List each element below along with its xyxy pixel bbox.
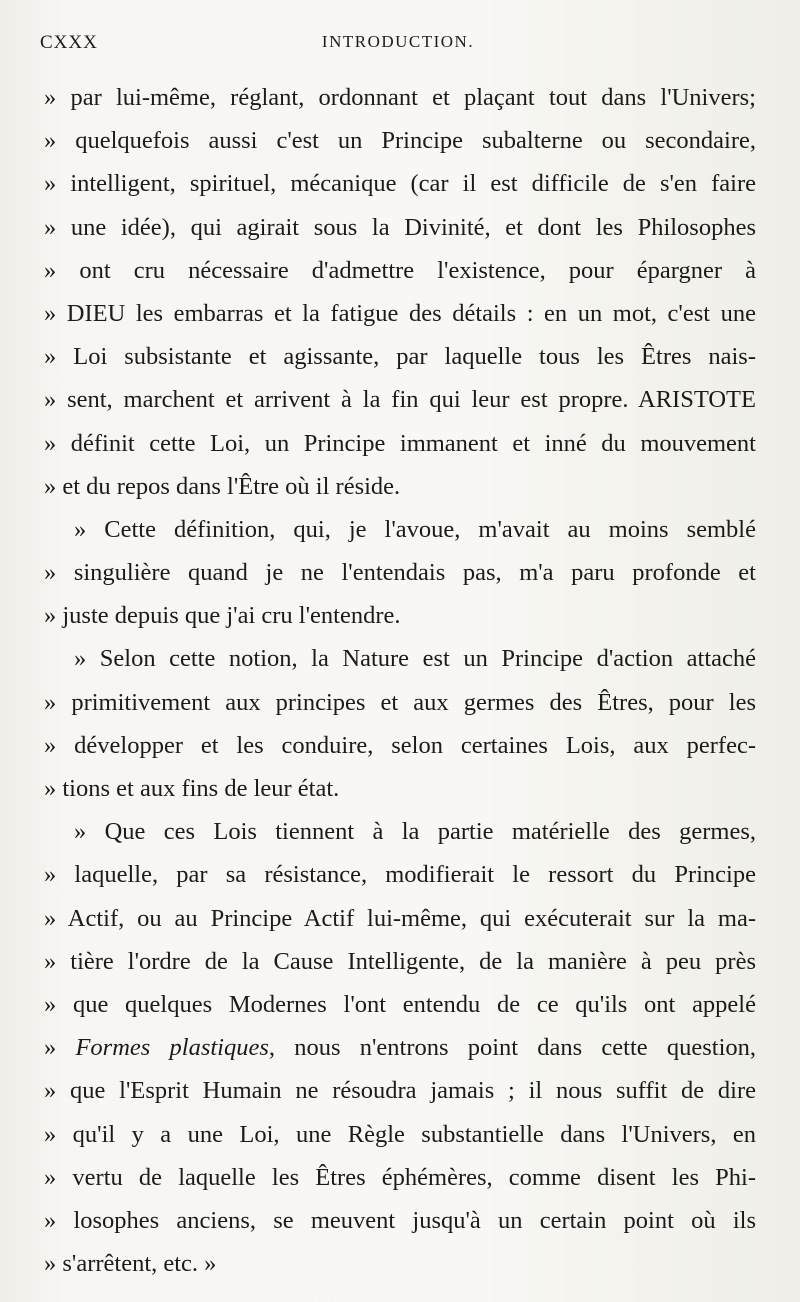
- text-line: » singulière quand je ne l'entendais pas, m'a paru profonde et: [44, 559, 756, 587]
- text-line: » une idée), qui agirait sous la Divinité, et dont les Philosophes: [44, 213, 756, 241]
- text-line: » par lui-même, réglant, ordonnant et plaçant tout dans l'Univers;: [44, 84, 756, 111]
- text-line: » ont cru nécessaire d'admettre l'existence, pour épargner à: [44, 256, 756, 284]
- text-line: » tions et aux fins de leur état.: [44, 775, 340, 802]
- text-line: » primitivement aux principes et aux germes des Êtres, pour les: [44, 688, 756, 716]
- text-line: » que l'Esprit Humain ne résoudra jamais ; il nous suffit de dire: [44, 1077, 756, 1105]
- text-line: » vertu de laquelle les Êtres éphémères, comme disent les Phi-: [44, 1163, 756, 1191]
- page-header: [40, 30, 756, 60]
- text-line: » Cette définition, qui, je l'avoue, m'avait au moins semblé: [74, 515, 756, 543]
- text-line: » que quelques Modernes l'ont entendu de ce qu'ils ont appelé: [44, 990, 756, 1018]
- text-line: » Selon cette notion, la Nature est un Principe d'action attaché: [74, 645, 756, 673]
- text-line: » Loi subsistante et agissante, par laquelle tous les Êtres nais-: [44, 343, 756, 371]
- running-title: INTRODUCTION.: [321, 32, 475, 51]
- text-line: » développer et les conduire, selon certaines Lois, aux perfec-: [44, 731, 756, 759]
- text-line: » qu'il y a une Loi, une Règle substantielle dans l'Univers, en: [44, 1120, 756, 1148]
- text-line: » laquelle, par sa résistance, modifierait le ressort du Principe: [44, 861, 756, 889]
- text-line: » Actif, ou au Principe Actif lui-même, qui exécuterait sur la ma-: [44, 904, 756, 932]
- page-number: CXXX: [40, 32, 98, 53]
- text-line: » intelligent, spirituel, mécanique (car il est difficile de s'en faire: [44, 170, 756, 198]
- text-line: » losophes anciens, se meuvent jusqu'à un certain point où ils: [44, 1206, 756, 1234]
- text-line: » tière l'ordre de la Cause Intelligente, de la manière à peu près: [44, 947, 756, 975]
- body-text: [44, 76, 756, 1285]
- text-line: » Que ces Lois tiennent à la partie matérielle des germes,: [74, 818, 756, 846]
- text-line: » quelquefois aussi c'est un Principe subalterne ou secondaire,: [44, 127, 756, 155]
- text-line: » Formes plastiques, nous n'entrons point dans cette question,: [44, 1034, 756, 1062]
- text-line: » définit cette Loi, un Principe immanent et inné du mouvement: [44, 429, 756, 457]
- text-line: » DIEU les embarras et la fatigue des détails : en un mot, c'est une: [44, 299, 756, 327]
- text-line: » s'arrêtent, etc. »: [44, 1250, 217, 1278]
- text-line: » et du repos dans l'Être où il réside.: [44, 472, 401, 500]
- italic-term: Formes plastiques: [75, 1034, 269, 1062]
- text-line: » juste depuis que j'ai cru l'entendre.: [44, 602, 401, 630]
- text-line: » sent, marchent et arrivent à la fin qui leur est propre. ARISTOTE: [44, 386, 756, 414]
